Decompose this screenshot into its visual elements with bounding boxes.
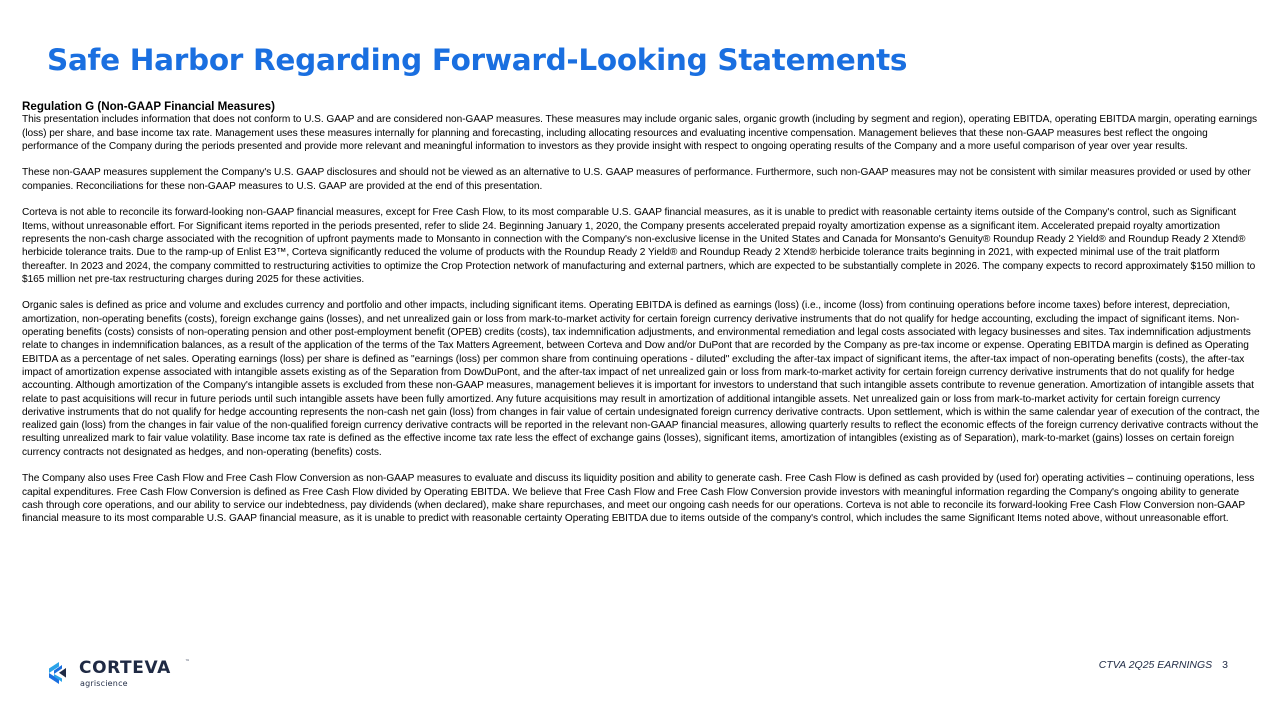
logo-subtitle: agriscience bbox=[80, 679, 128, 688]
logo-wordmark: CORTEVA bbox=[79, 658, 171, 678]
section-heading: Regulation G (Non-GAAP Financial Measures) bbox=[22, 100, 275, 113]
body-content bbox=[22, 100, 1260, 539]
page-title: Safe Harbor Regarding Forward-Looking Statements bbox=[47, 43, 908, 77]
logo-trademark: ™ bbox=[185, 659, 190, 665]
paragraph-non-gaap-intro: This presentation includes information that does not conform to U.S. GAAP and are considered non-GAAP measures. These measures may include organic sales, organic growth (including by segment and region), operating EBITDA, operating EBITDA margin, operating earnings (loss) per share, and base income tax rate. Management uses these measures internally for planning and forecasting, including allocating resources and evaluating incentive compensation. Management believes that these non-GAAP measures best reflect the ongoing performance of the Company during the periods presented and provide more relevant and meaningful information to investors as they provide insight with respect to ongoing operating results of the Company and a more useful comparison of year over year results. bbox=[22, 114, 1258, 152]
paragraph-reconciliation: Corteva is not able to reconcile its forward-looking non-GAAP financial measures, except for Free Cash Flow, to its most comparable U.S. GAAP financial measures, as it is unable to predict with reasonable certainty items outside of the Company's control, such as Significant Items, without unreasonable effort. For Significant items reported in the periods presented, refer to slide 24. Beginning January 1, 2020, the Company presents accelerated prepaid royalty amortization expense as a significant item. Accelerated prepaid royalty amortization represents the non-cash charge associated with the recognition of upfront payments made to Monsanto in connection with the Company's non-exclusive license in the United States and Canada for Monsanto's Genuity® Roundup Ready 2 Yield® and Roundup Ready 2 Xtend® herbicide tolerance traits. Due to the ramp-up of Enlist E3™, Corteva significantly reduced the volume of products with the Roundup Ready 2 Yield® and Roundup Ready 2 Xtend® herbicide tolerance traits beginning in 2021, with expected minimal use of the trait platform thereafter. In 2023 and 2024, the company committed to restructuring activities to optimize the Crop Protection network of manufacturing and external partners, which are expected to be substantially complete in 2026. The company expects to record approximately $150 million to $165 million net pre-tax restructuring charges during 2025 for these activities. bbox=[22, 207, 1256, 285]
corteva-logo bbox=[45, 657, 195, 691]
paragraph-free-cash-flow: The Company also uses Free Cash Flow and Free Cash Flow Conversion as non-GAAP measures to evaluate and discuss its liquidity position and ability to generate cash. Free Cash Flow is defined as cash provided by (used for) operating activities – continuing operations, less capital expenditures. Free Cash Flow Conversion is defined as Free Cash Flow divided by Operating EBITDA. We believe that Free Cash Flow and Free Cash Flow Conversion provide investors with meaningful information regarding the Company's ongoing ability to generate cash through core operations, and our ability to service our indebtedness, pay dividends (when declared), make share repurchases, and meet our ongoing cash needs for our operations. Corteva is not able to reconcile its forward-looking Free Cash Flow Conversion non-GAAP financial measure to its most comparable U.S. GAAP financial measure, as it is unable to predict with reasonable certainty Operating EBITDA due to items outside of the company's control, which includes the same Significant Items noted above, without unreasonable effort. bbox=[22, 473, 1255, 525]
corteva-chevron-icon bbox=[45, 659, 73, 687]
paragraph-supplement: These non-GAAP measures supplement the Company's U.S. GAAP disclosures and should not be viewed as an alternative to U.S. GAAP measures of performance. Furthermore, such non-GAAP measures may not be consistent with similar measures provided or used by other companies. Reconciliations for these non-GAAP measures to U.S. GAAP are provided at the end of this presentation. bbox=[22, 167, 1251, 192]
page-number: 3 bbox=[1222, 659, 1228, 671]
footer-label: CTVA 2Q25 EARNINGS bbox=[1098, 659, 1213, 671]
footer bbox=[1099, 659, 1228, 671]
paragraph-definitions: Organic sales is defined as price and volume and excludes currency and portfolio and other impacts, including significant items. Operating EBITDA is defined as earnings (loss) (i.e., income (loss) from continuing operations before income taxes) before interest, depreciation, amortization, non-operating benefits (costs), foreign exchange gains (losses), and net unrealized gain or loss from mark-to-market activity for certain foreign currency derivative instruments that do not qualify for hedge accounting, excluding the impact of significant items. Non-operating benefits (costs) consists of non-operating pension and other post-employment benefit (OPEB) credits (costs), tax indemnification adjustments, and environmental remediation and legal costs associated with legacy businesses and sites. Tax indemnification adjustments relate to changes in indemnification balances, as a result of the application of the terms of the Tax Matters Agreement, between Corteva and Dow and/or DuPont that are recorded by the Company as pre-tax income or expense. Operating EBITDA margin is defined as Operating EBITDA as a percentage of net sales. Operating earnings (loss) per share is defined as "earnings (loss) per common share from continuing operations - diluted" excluding the after-tax impact of significant items, the after-tax impact of non-operating benefits (costs), the after-tax impact of amortization expense associated with intangible assets existing as of the Separation from DowDuPont, and the after-tax impact of net unrealized gain or loss from mark-to-market activity for certain foreign currency derivative instruments that do not qualify for hedge accounting. Although amortization of the Company's intangible assets is excluded from these non-GAAP measures, management believes it is important for investors to understand that such intangible assets contribute to revenue generation. Amortization of intangible assets that relate to past acquisitions will recur in future periods until such intangible assets have been fully amortized. Any future acquisitions may result in amortization of additional intangible assets. Net unrealized gain or loss from mark-to-market activity for certain foreign currency derivative instruments that do not qualify for hedge accounting represents the non-cash net gain (loss) from changes in fair value of certain undesignated foreign currency derivative contracts. Upon settlement, which is within the same calendar year of execution of the contract, the realized gain (loss) from the changes in fair value of the non-qualified foreign currency derivative contracts will be reported in the relevant non-GAAP financial measures, allowing quarterly results to reflect the economic effects of the foreign currency derivative contracts without the resulting unrealized mark to fair value volatility. Base income tax rate is defined as the effective income tax rate less the effect of exchange gains (losses), significant items, amortization of intangibles (existing as of Separation), mark-to-market (gains) losses on certain foreign currency contracts not designated as hedges, and non-operating (benefits) costs. bbox=[22, 300, 1260, 458]
